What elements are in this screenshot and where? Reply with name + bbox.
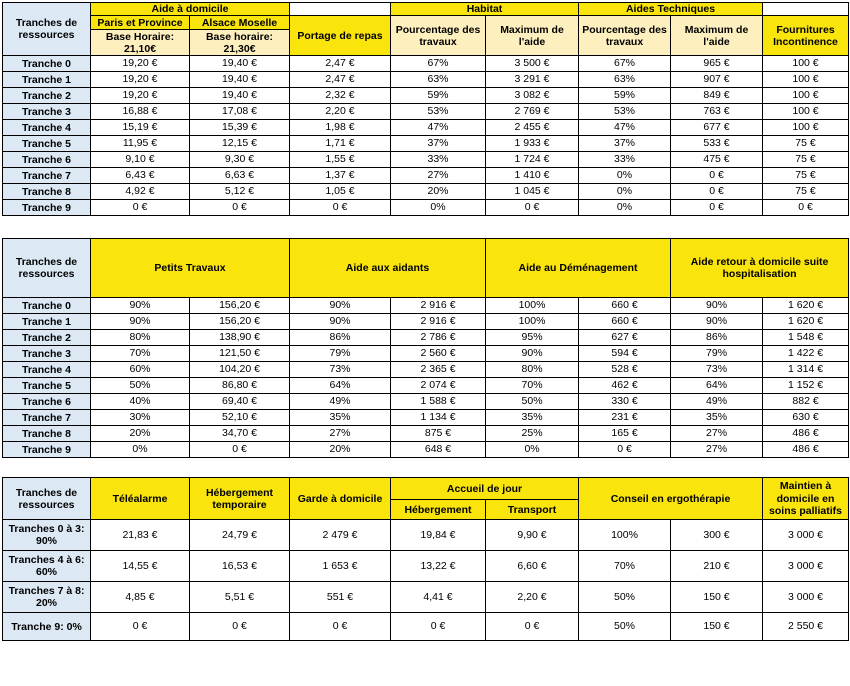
data-cell: 849 € — [671, 88, 763, 104]
data-cell: 75 € — [763, 136, 849, 152]
col-header-fournitures-incontinence: Fournitures Incontinence — [763, 16, 849, 56]
data-cell: 627 € — [579, 330, 671, 346]
data-cell: 35% — [486, 410, 579, 426]
data-cell: 0 € — [671, 200, 763, 216]
data-cell: 3 000 € — [763, 520, 849, 551]
data-cell: 121,50 € — [190, 346, 290, 362]
table-row — [3, 120, 849, 136]
data-cell: 1 620 € — [763, 298, 849, 314]
row-header-tranches: Tranches de ressources — [3, 478, 91, 520]
col-header-garde-domicile: Garde à domicile — [290, 478, 391, 520]
data-cell: 64% — [671, 378, 763, 394]
data-cell: 50% — [579, 613, 671, 641]
data-cell: 19,84 € — [391, 520, 486, 551]
data-cell: 2 550 € — [763, 613, 849, 641]
data-cell: 0% — [579, 184, 671, 200]
data-cell: 1,98 € — [290, 120, 391, 136]
data-cell: 6,60 € — [486, 551, 579, 582]
data-cell: 475 € — [671, 152, 763, 168]
data-cell: 37% — [579, 136, 671, 152]
data-cell: 462 € — [579, 378, 671, 394]
data-cell: 24,79 € — [190, 520, 290, 551]
data-cell: 0 € — [671, 184, 763, 200]
data-cell: 15,39 € — [190, 120, 290, 136]
data-cell: 9,90 € — [486, 520, 579, 551]
data-cell: 50% — [91, 378, 190, 394]
table-row — [3, 200, 849, 216]
data-cell: 49% — [671, 394, 763, 410]
row-label: Tranche 3 — [3, 104, 91, 120]
data-cell: 6,43 € — [91, 168, 190, 184]
data-cell: 100 € — [763, 72, 849, 88]
data-cell: 16,53 € — [190, 551, 290, 582]
row-label: Tranche 4 — [3, 362, 91, 378]
table-row — [3, 362, 849, 378]
data-cell: 20% — [91, 426, 190, 442]
data-cell: 0 € — [763, 200, 849, 216]
table-telealarme — [2, 477, 849, 641]
data-cell: 37% — [391, 136, 486, 152]
table-aide-domicile — [2, 2, 849, 216]
col-header-portage-repas: Portage de repas — [290, 16, 391, 56]
data-cell: 19,20 € — [91, 56, 190, 72]
data-cell: 1 134 € — [391, 410, 486, 426]
table-row — [3, 330, 849, 346]
data-cell: 0 € — [391, 613, 486, 641]
data-cell: 1 588 € — [391, 394, 486, 410]
data-cell: 73% — [671, 362, 763, 378]
data-cell: 86% — [671, 330, 763, 346]
col-header-maintien-soins-palliatifs: Maintien à domicile en soins palliatifs — [763, 478, 849, 520]
data-cell: 660 € — [579, 298, 671, 314]
data-cell: 630 € — [763, 410, 849, 426]
table-row — [3, 346, 849, 362]
data-cell: 90% — [486, 346, 579, 362]
data-cell: 594 € — [579, 346, 671, 362]
spacer-cell — [763, 3, 849, 16]
group-header-demenagement: Aide au Déménagement — [486, 239, 671, 298]
data-cell: 75 € — [763, 168, 849, 184]
row-label: Tranche 8 — [3, 184, 91, 200]
row-label: Tranche 4 — [3, 120, 91, 136]
data-cell: 12,15 € — [190, 136, 290, 152]
data-cell: 210 € — [671, 551, 763, 582]
data-cell: 0 € — [91, 200, 190, 216]
data-cell: 1,37 € — [290, 168, 391, 184]
data-cell: 0 € — [671, 168, 763, 184]
data-cell: 6,63 € — [190, 168, 290, 184]
col-header-max-aide-techniques: Maximum de l'aide — [671, 16, 763, 56]
data-cell: 1,71 € — [290, 136, 391, 152]
data-cell: 1 548 € — [763, 330, 849, 346]
data-cell: 19,20 € — [91, 88, 190, 104]
group-header-conseil-ergotherapie: Conseil en ergothérapie — [579, 478, 763, 520]
data-cell: 70% — [579, 551, 671, 582]
data-cell: 1 933 € — [486, 136, 579, 152]
data-cell: 533 € — [671, 136, 763, 152]
data-cell: 67% — [579, 56, 671, 72]
data-cell: 2,47 € — [290, 56, 391, 72]
header-sub-row — [3, 16, 849, 30]
data-cell: 0% — [579, 200, 671, 216]
data-cell: 4,41 € — [391, 582, 486, 613]
header-row — [3, 239, 849, 298]
data-cell: 965 € — [671, 56, 763, 72]
data-cell: 1 410 € — [486, 168, 579, 184]
data-cell: 300 € — [671, 520, 763, 551]
col-header-max-aide-habitat: Maximum de l'aide — [486, 16, 579, 56]
data-cell: 20% — [290, 442, 391, 458]
data-cell: 0% — [486, 442, 579, 458]
data-cell: 3 082 € — [486, 88, 579, 104]
row-label: Tranche 1 — [3, 314, 91, 330]
table-petits-travaux — [2, 238, 849, 458]
data-cell: 27% — [391, 168, 486, 184]
data-cell: 1 620 € — [763, 314, 849, 330]
data-cell: 35% — [290, 410, 391, 426]
data-cell: 49% — [290, 394, 391, 410]
data-cell: 79% — [671, 346, 763, 362]
data-cell: 70% — [486, 378, 579, 394]
data-cell: 9,10 € — [91, 152, 190, 168]
row-label: Tranche 3 — [3, 346, 91, 362]
data-cell: 104,20 € — [190, 362, 290, 378]
data-cell: 67% — [391, 56, 486, 72]
data-cell: 1 724 € — [486, 152, 579, 168]
data-cell: 2,20 € — [486, 582, 579, 613]
data-cell: 0% — [91, 442, 190, 458]
data-cell: 660 € — [579, 314, 671, 330]
col-header-accueil-hebergement: Hébergement — [391, 500, 486, 520]
row-label: Tranche 5 — [3, 378, 91, 394]
data-cell: 34,70 € — [190, 426, 290, 442]
data-cell: 25% — [486, 426, 579, 442]
data-cell: 59% — [391, 88, 486, 104]
header-band-row — [3, 3, 849, 16]
data-cell: 0 € — [190, 200, 290, 216]
data-cell: 80% — [91, 330, 190, 346]
data-cell: 35% — [671, 410, 763, 426]
data-cell: 90% — [671, 314, 763, 330]
table-row — [3, 613, 849, 641]
data-cell: 80% — [486, 362, 579, 378]
row-label: Tranche 6 — [3, 152, 91, 168]
data-cell: 3 000 € — [763, 551, 849, 582]
data-cell: 0 € — [290, 613, 391, 641]
data-cell: 4,92 € — [91, 184, 190, 200]
data-cell: 69,40 € — [190, 394, 290, 410]
data-cell: 63% — [391, 72, 486, 88]
data-cell: 486 € — [763, 442, 849, 458]
data-cell: 0 € — [579, 442, 671, 458]
data-cell: 70% — [91, 346, 190, 362]
table-row — [3, 551, 849, 582]
row-header-tranches: Tranches de ressources — [3, 3, 91, 56]
data-cell: 330 € — [579, 394, 671, 410]
group-header-petits-travaux: Petits Travaux — [91, 239, 290, 298]
data-cell: 19,20 € — [91, 72, 190, 88]
table-row — [3, 56, 849, 72]
data-cell: 16,88 € — [91, 104, 190, 120]
table-row — [3, 152, 849, 168]
row-label: Tranche 2 — [3, 330, 91, 346]
data-cell: 0 € — [486, 200, 579, 216]
row-label: Tranche 0 — [3, 56, 91, 72]
data-cell: 53% — [391, 104, 486, 120]
data-cell: 0 € — [91, 613, 190, 641]
data-cell: 33% — [579, 152, 671, 168]
data-cell: 231 € — [579, 410, 671, 426]
data-cell: 60% — [91, 362, 190, 378]
data-cell: 13,22 € — [391, 551, 486, 582]
row-label: Tranche 5 — [3, 136, 91, 152]
data-cell: 165 € — [579, 426, 671, 442]
data-cell: 21,83 € — [91, 520, 190, 551]
data-cell: 40% — [91, 394, 190, 410]
data-cell: 150 € — [671, 613, 763, 641]
data-cell: 2 455 € — [486, 120, 579, 136]
row-label: Tranche 0 — [3, 298, 91, 314]
data-cell: 100% — [486, 314, 579, 330]
data-cell: 2,32 € — [290, 88, 391, 104]
data-cell: 15,19 € — [91, 120, 190, 136]
data-cell: 75 € — [763, 152, 849, 168]
data-cell: 95% — [486, 330, 579, 346]
base-horaire-alsace: Base horaire: 21,30€ — [190, 30, 290, 56]
data-cell: 47% — [391, 120, 486, 136]
data-cell: 648 € — [391, 442, 486, 458]
data-cell: 0% — [579, 168, 671, 184]
data-cell: 5,51 € — [190, 582, 290, 613]
data-cell: 2 769 € — [486, 104, 579, 120]
data-cell: 1 653 € — [290, 551, 391, 582]
data-cell: 33% — [391, 152, 486, 168]
data-cell: 1 152 € — [763, 378, 849, 394]
data-cell: 100 € — [763, 88, 849, 104]
data-cell: 86,80 € — [190, 378, 290, 394]
data-cell: 2,20 € — [290, 104, 391, 120]
table-row — [3, 184, 849, 200]
data-cell: 100 € — [763, 120, 849, 136]
data-cell: 59% — [579, 88, 671, 104]
data-cell: 50% — [486, 394, 579, 410]
data-cell: 1,05 € — [290, 184, 391, 200]
table-row — [3, 314, 849, 330]
table-body — [3, 520, 849, 641]
data-cell: 75 € — [763, 184, 849, 200]
data-cell: 0 € — [486, 613, 579, 641]
table-row — [3, 136, 849, 152]
spacer-cell — [290, 3, 391, 16]
data-cell: 2 916 € — [391, 314, 486, 330]
row-label: Tranche 9: 0% — [3, 613, 91, 641]
data-cell: 1 422 € — [763, 346, 849, 362]
table-row — [3, 582, 849, 613]
data-cell: 90% — [671, 298, 763, 314]
col-header-telealarme: Téléalarme — [91, 478, 190, 520]
table-row — [3, 104, 849, 120]
row-header-tranches: Tranches de ressources — [3, 239, 91, 298]
data-cell: 90% — [290, 298, 391, 314]
table-row — [3, 72, 849, 88]
data-cell: 27% — [290, 426, 391, 442]
data-cell: 19,40 € — [190, 56, 290, 72]
data-cell: 3 000 € — [763, 582, 849, 613]
data-cell: 11,95 € — [91, 136, 190, 152]
data-cell: 52,10 € — [190, 410, 290, 426]
row-label: Tranche 7 — [3, 168, 91, 184]
data-cell: 50% — [579, 582, 671, 613]
data-cell: 9,30 € — [190, 152, 290, 168]
table-body — [3, 56, 849, 216]
data-cell: 19,40 € — [190, 72, 290, 88]
group-header-accueil-jour: Accueil de jour — [391, 478, 579, 500]
data-cell: 677 € — [671, 120, 763, 136]
table-row — [3, 520, 849, 551]
data-cell: 17,08 € — [190, 104, 290, 120]
group-header-aide-aidants: Aide aux aidants — [290, 239, 486, 298]
col-header-pct-travaux-habitat: Pourcentage des travaux — [391, 16, 486, 56]
row-label: Tranche 7 — [3, 410, 91, 426]
data-cell: 551 € — [290, 582, 391, 613]
data-cell: 30% — [91, 410, 190, 426]
data-cell: 486 € — [763, 426, 849, 442]
group-header-aides-techniques: Aides Techniques — [579, 3, 763, 16]
data-cell: 1,55 € — [290, 152, 391, 168]
data-cell: 90% — [91, 314, 190, 330]
group-header-habitat: Habitat — [391, 3, 579, 16]
data-cell: 0% — [391, 200, 486, 216]
base-horaire-paris: Base Horaire: 21,10€ — [91, 30, 190, 56]
col-header-hebergement-temporaire: Hébergement temporaire — [190, 478, 290, 520]
row-label: Tranches 0 à 3: 90% — [3, 520, 91, 551]
header-top-row — [3, 478, 849, 500]
table-row — [3, 410, 849, 426]
data-cell: 20% — [391, 184, 486, 200]
table-row — [3, 168, 849, 184]
data-cell: 882 € — [763, 394, 849, 410]
data-cell: 100 € — [763, 104, 849, 120]
data-cell: 64% — [290, 378, 391, 394]
data-cell: 5,12 € — [190, 184, 290, 200]
data-cell: 150 € — [671, 582, 763, 613]
data-cell: 2,47 € — [290, 72, 391, 88]
data-cell: 528 € — [579, 362, 671, 378]
row-label: Tranches 4 à 6: 60% — [3, 551, 91, 582]
data-cell: 100% — [579, 520, 671, 551]
data-cell: 3 291 € — [486, 72, 579, 88]
data-cell: 763 € — [671, 104, 763, 120]
row-label: Tranche 2 — [3, 88, 91, 104]
row-label: Tranche 6 — [3, 394, 91, 410]
data-cell: 156,20 € — [190, 298, 290, 314]
data-cell: 100% — [486, 298, 579, 314]
data-cell: 2 074 € — [391, 378, 486, 394]
table-row — [3, 442, 849, 458]
data-cell: 4,85 € — [91, 582, 190, 613]
data-cell: 27% — [671, 442, 763, 458]
table-row — [3, 88, 849, 104]
row-label: Tranches 7 à 8: 20% — [3, 582, 91, 613]
data-cell: 2 365 € — [391, 362, 486, 378]
data-cell: 2 916 € — [391, 298, 486, 314]
data-cell: 138,90 € — [190, 330, 290, 346]
data-cell: 0 € — [290, 200, 391, 216]
data-cell: 90% — [91, 298, 190, 314]
data-cell: 19,40 € — [190, 88, 290, 104]
data-cell: 2 560 € — [391, 346, 486, 362]
row-label: Tranche 9 — [3, 442, 91, 458]
data-cell: 14,55 € — [91, 551, 190, 582]
data-cell: 0 € — [190, 613, 290, 641]
data-cell: 0 € — [190, 442, 290, 458]
data-cell: 79% — [290, 346, 391, 362]
row-label: Tranche 1 — [3, 72, 91, 88]
col-header-paris-province: Paris et Province — [91, 16, 190, 30]
data-cell: 47% — [579, 120, 671, 136]
table-row — [3, 394, 849, 410]
row-label: Tranche 9 — [3, 200, 91, 216]
data-cell: 1 045 € — [486, 184, 579, 200]
table-row — [3, 378, 849, 394]
group-header-aide-domicile: Aide à domicile — [91, 3, 290, 16]
data-cell: 86% — [290, 330, 391, 346]
data-cell: 1 314 € — [763, 362, 849, 378]
data-cell: 63% — [579, 72, 671, 88]
data-cell: 90% — [290, 314, 391, 330]
data-cell: 2 479 € — [290, 520, 391, 551]
data-cell: 3 500 € — [486, 56, 579, 72]
table-row — [3, 426, 849, 442]
table-body — [3, 298, 849, 458]
col-header-accueil-transport: Transport — [486, 500, 579, 520]
table-row — [3, 298, 849, 314]
data-cell: 2 786 € — [391, 330, 486, 346]
data-cell: 100 € — [763, 56, 849, 72]
col-header-pct-travaux-techniques: Pourcentage des travaux — [579, 16, 671, 56]
data-cell: 27% — [671, 426, 763, 442]
data-cell: 53% — [579, 104, 671, 120]
data-cell: 907 € — [671, 72, 763, 88]
data-cell: 73% — [290, 362, 391, 378]
data-cell: 875 € — [391, 426, 486, 442]
group-header-retour-hospitalisation: Aide retour à domicile suite hospitalisation — [671, 239, 849, 298]
data-cell: 156,20 € — [190, 314, 290, 330]
row-label: Tranche 8 — [3, 426, 91, 442]
col-header-alsace-moselle: Alsace Moselle — [190, 16, 290, 30]
